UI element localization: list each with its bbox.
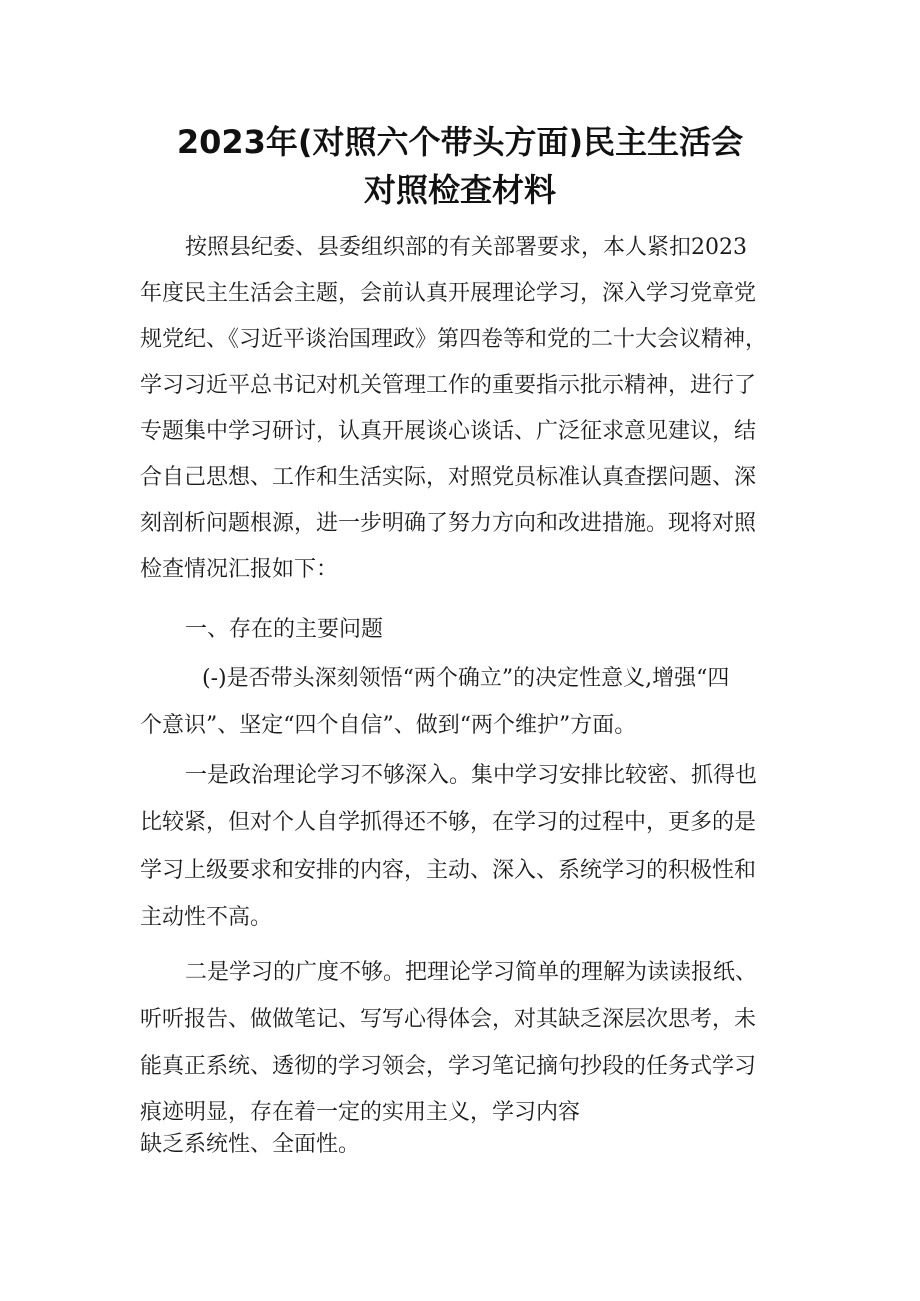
document-title-line-1: 2023年(对照六个带头方面)民主生活会 (176, 123, 744, 161)
document-title-line-2: 对照检查材料 (363, 171, 556, 209)
paragraph-line: 年度民主生活会主题，会前认真开展理论学习，深入学习党章党 (140, 281, 757, 306)
paragraph-line: 能真正系统、透彻的学习领会，学习笔记摘句抄段的任务式学习 (140, 1054, 757, 1079)
paragraph-line: 二是学习的广度不够。把理论学习简单的理解为读读报纸、 (185, 960, 758, 985)
paragraph-line: 按照县纪委、县委组织部的有关部署要求，本人紧扣2023 (185, 235, 747, 260)
paragraph-line: 听听报告、做做笔记、写写心得体会，对其缺乏深层次思考，未 (140, 1007, 757, 1032)
paragraph-line: 一是政治理论学习不够深入。集中学习安排比较密、抓得也 (185, 763, 758, 788)
paragraph-line: 学习上级要求和安排的内容，主动、深入、系统学习的积极性和 (140, 858, 757, 883)
paragraph-line: 检查情况汇报如下： (140, 557, 339, 582)
paragraph-line: 专题集中学习研讨，认真开展谈心谈话、广泛征求意见建议，结 (140, 419, 757, 444)
paragraph-line: (-)是否带头深刻领悟“两个确立”的决定性意义,增强“四 (202, 666, 730, 691)
paragraph-line: 缺乏系统性、全面性。 (140, 1132, 361, 1157)
paragraph-line: 规党纪、《习近平谈治国理政》第四卷等和党的二十大会议精神， (140, 327, 768, 352)
paragraph-line: 合自己思想、工作和生活实际，对照党员标准认真查摆问题、深 (140, 465, 757, 490)
paragraph-line: 痕迹明显，存在着一定的实用主义，学习内容 (140, 1100, 581, 1125)
paragraph-line: 主动性不高。 (140, 905, 273, 930)
section-heading-line: 一、存在的主要问题 (185, 617, 384, 642)
paragraph-line: 刻剖析问题根源，进一步明确了努力方向和改进措施。现将对照 (140, 511, 757, 536)
paragraph-line: 个意识”、坚定“四个自信”、做到“两个维护”方面。 (140, 713, 637, 738)
paragraph-line: 学习习近平总书记对机关管理工作的重要指示批示精神，进行了 (140, 373, 757, 398)
paragraph-line: 比较紧，但对个人自学抓得还不够，在学习的过程中，更多的是 (140, 810, 757, 835)
